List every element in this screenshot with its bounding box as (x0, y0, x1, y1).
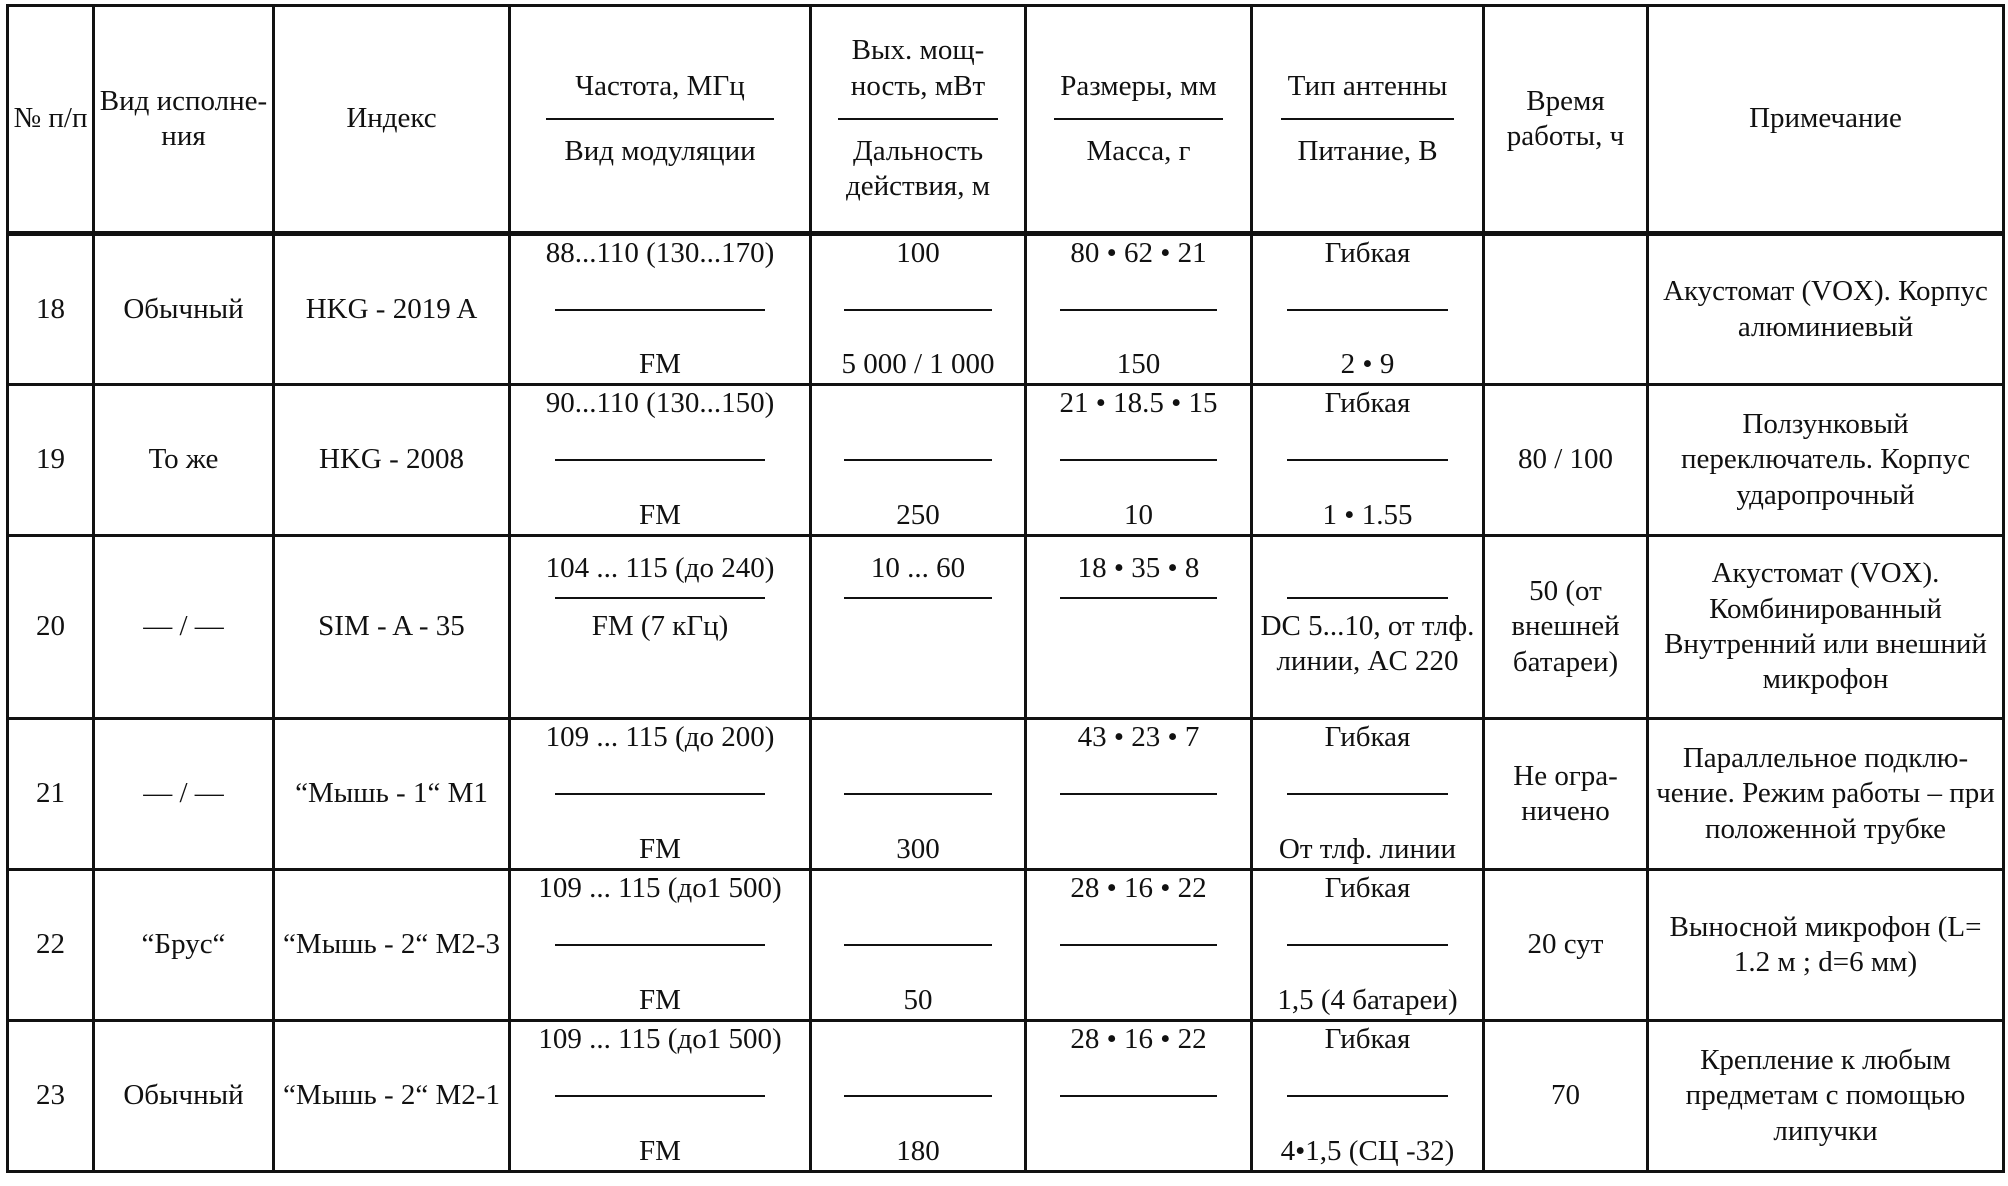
cell-type: Обычный (94, 1021, 274, 1172)
cell-index: HKG - 2019 A (274, 234, 510, 385)
cell-time: 50 (от внешней батареи) (1484, 536, 1648, 719)
cell-note: Ползунковый переключатель. Корпус ударопрочный (1648, 385, 2004, 536)
cell-supply: От тлф. линии (1278, 833, 1457, 865)
cell-freq-value: 109 ... 115 (до 200) (545, 721, 775, 753)
fraction-rule (1287, 597, 1448, 599)
cell-antenna (1252, 719, 1484, 870)
fraction-rule (1287, 309, 1448, 311)
cell-freq (510, 536, 811, 719)
cell-index: “Мышь - 1“ M1 (274, 719, 510, 870)
cell-note: Выносной микрофон (L= 1.2 м ; d=6 мм) (1648, 870, 2004, 1021)
table-row (8, 234, 2004, 385)
cell-mass: 10 (1124, 499, 1153, 531)
cell-size-value: 28 • 16 • 22 (1070, 872, 1207, 904)
cell-range: 300 (896, 833, 940, 865)
fraction-rule (555, 1095, 765, 1097)
cell-size-value: 21 • 18.5 • 15 (1059, 387, 1218, 419)
cell-num: 19 (8, 385, 94, 536)
cell-size-value: 18 • 35 • 8 (1077, 552, 1200, 584)
col-header-freq-top: Частота, МГц (575, 69, 745, 102)
cell-modulation: FM (639, 348, 681, 380)
cell-size-value: 80 • 62 • 21 (1070, 237, 1207, 269)
cell-supply: 4•1,5 (СЦ -32) (1280, 1135, 1455, 1167)
cell-mass: 150 (1116, 348, 1161, 380)
cell-size-value: 28 • 16 • 22 (1070, 1023, 1207, 1055)
cell-size (1026, 536, 1252, 719)
cell-freq (510, 719, 811, 870)
cell-freq-value: 109 ... 115 (до1 500) (538, 1023, 782, 1055)
fraction-rule (838, 118, 999, 120)
cell-note: Крепление к любым предметам с помощью липучки (1648, 1021, 2004, 1172)
col-header-power-bottom: Дальность действия, м (845, 135, 991, 203)
cell-modulation: FM (639, 833, 681, 865)
fraction-rule (1060, 309, 1216, 311)
fraction-rule (555, 597, 765, 599)
col-header-freq-bottom: Вид модуляции (564, 135, 756, 167)
fraction-rule (844, 944, 992, 946)
cell-size (1026, 234, 1252, 385)
cell-freq (510, 234, 811, 385)
fraction-rule (1060, 1095, 1216, 1097)
cell-modulation: FM (639, 984, 681, 1016)
col-header-time: Время работы, ч (1484, 6, 1648, 234)
cell-size (1026, 385, 1252, 536)
table-row (8, 719, 2004, 870)
cell-power (811, 234, 1026, 385)
cell-index: “Мышь - 2“ M2-3 (274, 870, 510, 1021)
cell-antenna (1252, 870, 1484, 1021)
cell-time: 70 (1484, 1021, 1648, 1172)
fraction-rule (1060, 793, 1216, 795)
fraction-rule (1281, 118, 1455, 120)
cell-supply: DC 5...10, от тлф. линии, AC 220 (1260, 610, 1475, 678)
cell-freq-value: 104 ... 115 (до 240) (545, 552, 775, 584)
cell-antenna (1252, 536, 1484, 719)
cell-antenna (1252, 385, 1484, 536)
cell-supply: 2 • 9 (1340, 348, 1395, 380)
cell-num: 18 (8, 234, 94, 385)
cell-time: Не огра-ничено (1484, 719, 1648, 870)
col-header-antenna (1252, 6, 1484, 234)
cell-power (811, 870, 1026, 1021)
cell-time (1484, 234, 1648, 385)
cell-num: 23 (8, 1021, 94, 1172)
cell-supply: 1 • 1.55 (1322, 499, 1413, 531)
cell-antenna-value: Гибкая (1324, 387, 1411, 419)
col-header-num: № п/п (8, 6, 94, 234)
cell-power (811, 536, 1026, 719)
cell-size (1026, 719, 1252, 870)
fraction-rule (1060, 459, 1216, 461)
cell-antenna (1252, 1021, 1484, 1172)
cell-power (811, 719, 1026, 870)
cell-freq-value: 109 ... 115 (до1 500) (538, 872, 782, 904)
fraction-rule (844, 1095, 992, 1097)
cell-index: HKG - 2008 (274, 385, 510, 536)
cell-range: 250 (896, 499, 940, 531)
cell-num: 21 (8, 719, 94, 870)
col-header-size-top: Размеры, мм (1060, 69, 1217, 102)
cell-antenna-value: Гибкая (1324, 721, 1411, 753)
fraction-rule (844, 309, 992, 311)
cell-power (811, 1021, 1026, 1172)
cell-range: 180 (896, 1135, 940, 1167)
spec-table (6, 4, 2005, 1173)
cell-type: Обычный (94, 234, 274, 385)
cell-index: “Мышь - 2“ M2-1 (274, 1021, 510, 1172)
cell-antenna-value: Гибкая (1324, 872, 1411, 904)
col-header-freq (510, 6, 811, 234)
cell-size (1026, 870, 1252, 1021)
cell-supply: 1,5 (4 батареи) (1277, 984, 1458, 1016)
col-header-type: Вид исполне-ния (94, 6, 274, 234)
cell-range: 5 000 / 1 000 (841, 348, 995, 380)
col-header-size (1026, 6, 1252, 234)
table-row (8, 1021, 2004, 1172)
cell-power (811, 385, 1026, 536)
cell-power-value: 100 (896, 237, 940, 269)
cell-size (1026, 1021, 1252, 1172)
col-header-index: Индекс (274, 6, 510, 234)
col-header-size-bottom: Масса, г (1086, 135, 1191, 167)
fraction-rule (1287, 1095, 1448, 1097)
fraction-rule (1054, 118, 1223, 120)
fraction-rule (555, 793, 765, 795)
fraction-rule (555, 459, 765, 461)
cell-num: 22 (8, 870, 94, 1021)
fraction-rule (1060, 944, 1216, 946)
cell-type: То же (94, 385, 274, 536)
cell-modulation: FM (639, 1135, 681, 1167)
col-header-power (811, 6, 1026, 234)
fraction-rule (555, 309, 765, 311)
cell-type: — / — (94, 719, 274, 870)
cell-power-value: 10 ... 60 (870, 552, 966, 584)
col-header-antenna-bottom: Питание, В (1297, 135, 1438, 167)
cell-range: 50 (903, 984, 933, 1016)
fraction-rule (844, 459, 992, 461)
cell-modulation: FM (7 кГц) (591, 610, 729, 642)
cell-num: 20 (8, 536, 94, 719)
cell-time: 20 сут (1484, 870, 1648, 1021)
cell-freq (510, 870, 811, 1021)
cell-freq-value: 90...110 (130...150) (545, 387, 775, 419)
table-row (8, 385, 2004, 536)
header-row (8, 6, 2004, 234)
fraction-rule (1287, 944, 1448, 946)
fraction-rule (546, 118, 774, 120)
cell-time: 80 / 100 (1484, 385, 1648, 536)
col-header-note: Примечание (1648, 6, 2004, 234)
table-row (8, 536, 2004, 719)
cell-antenna (1252, 234, 1484, 385)
cell-type: — / — (94, 536, 274, 719)
col-header-power-top: Вых. мощ-ность, мВт (850, 34, 986, 102)
cell-freq (510, 1021, 811, 1172)
cell-antenna-value: Гибкая (1324, 237, 1411, 269)
cell-freq-value: 88...110 (130...170) (545, 237, 775, 269)
fraction-rule (1060, 597, 1216, 599)
cell-antenna-value: Гибкая (1324, 1023, 1411, 1055)
cell-note: Параллельное подклю-чение. Режим работы – при положенной трубке (1648, 719, 2004, 870)
cell-note: Акустомат (VOX). Корпус алюминиевый (1648, 234, 2004, 385)
cell-index: SIM - A - 35 (274, 536, 510, 719)
fraction-rule (555, 944, 765, 946)
table-row (8, 870, 2004, 1021)
fraction-rule (844, 793, 992, 795)
fraction-rule (1287, 459, 1448, 461)
cell-note: Акустомат (VOX). Комбинированный Внутренний или внешний микрофон (1648, 536, 2004, 719)
cell-type: “Брус“ (94, 870, 274, 1021)
cell-freq (510, 385, 811, 536)
col-header-antenna-top: Тип антенны (1287, 69, 1448, 102)
cell-modulation: FM (639, 499, 681, 531)
cell-size-value: 43 • 23 • 7 (1077, 721, 1200, 753)
fraction-rule (844, 597, 992, 599)
fraction-rule (1287, 793, 1448, 795)
